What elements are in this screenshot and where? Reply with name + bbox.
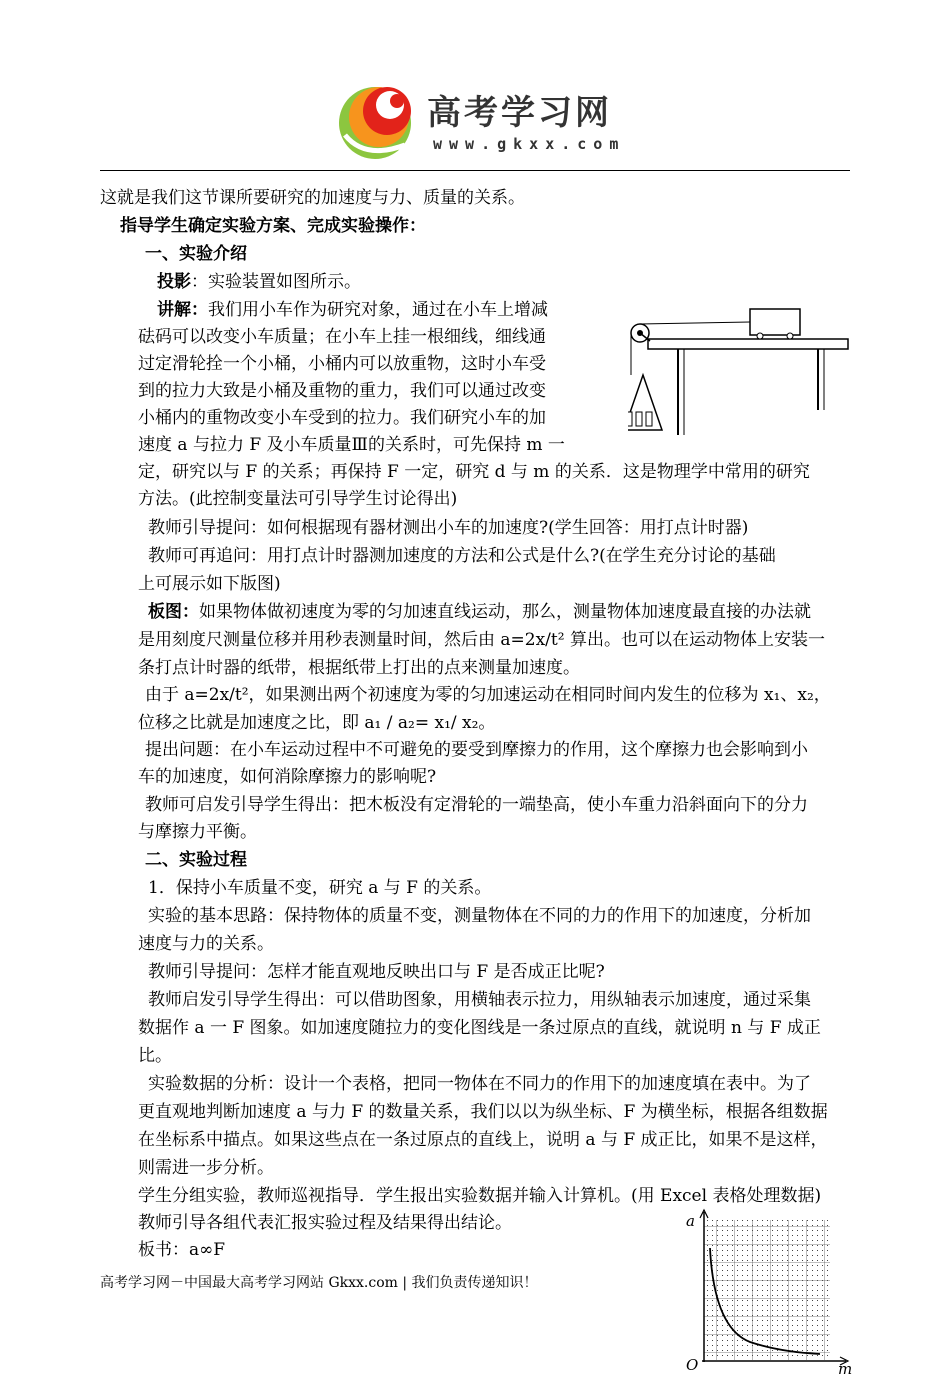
text-line: 更直观地判断加速度 a 与力 F 的数量关系，我们以以为纵坐标、F 为横坐标，根据各组数据 [138, 1102, 828, 1122]
text-line: 到的拉力大致是小桶及重物的重力，我们可以通过改变 [138, 381, 546, 401]
text-line: 小桶内的重物改变小车受到的拉力。我们研究小车的加 [138, 408, 546, 428]
text-line: 速度 a 与拉力 F 及小车质量Ⅲ的关系时，可先保持 m 一 [138, 435, 565, 455]
bucket [628, 375, 662, 430]
text-line: 过定滑轮拴一个小桶，小桶内可以放重物，这时小车受 [138, 354, 546, 374]
origin-label: O [686, 1356, 699, 1374]
string [640, 322, 750, 324]
cart [750, 309, 800, 335]
text-line: 板书：a∞F [138, 1240, 226, 1260]
section-heading: 指导学生确定实验方案、完成实验操作： [120, 216, 426, 236]
table-top [648, 339, 848, 349]
text-line: 教师启发引导学生得出：可以借助图象，用横轴表示拉力，用纵轴表示加速度，通过采集 [148, 990, 811, 1010]
text-line [148, 602, 811, 622]
label-bold: 板图： [148, 602, 199, 622]
text-span: ：实验装置如图所示。 [191, 272, 361, 292]
text-line: 砝码可以改变小车质量；在小车上挂一根细线，细线通 [138, 327, 546, 347]
y-axis-label: a [686, 1212, 695, 1230]
text-line: 教师引导提问：怎样才能直观地反映出口与 F 是否成正比呢? [148, 962, 605, 982]
text-line: 实验数据的分析：设计一个表格，把同一物体在不同力的作用下的加速度填在表中。为了 [148, 1074, 811, 1094]
text-line [157, 300, 548, 320]
logo-emblem-icon [335, 75, 425, 167]
text-line: 车的加速度，如何消除摩擦力的影响呢? [138, 767, 437, 787]
text-line: 教师可启发引导学生得出：把木板没有定滑轮的一端垫高，使小车重力沿斜面向下的分力 [145, 795, 808, 815]
text-line: 提出问题：在小车运动过程中不可避免的要受到摩擦力的作用，这个摩擦力也会影响到小 [145, 740, 808, 760]
text-line: 是用刻度尺测量位移并用秒表测量时间，然后由 a=2x/t² 算出。也可以在运动物体上安装一 [138, 630, 825, 650]
section-heading: 一、实验介绍 [145, 244, 247, 264]
text-line: 这就是我们这节课所要研究的加速度与力、质量的关系。 [100, 188, 525, 208]
label-bold: 讲解： [157, 300, 208, 320]
logo-url: www.gkxx.com [433, 135, 626, 153]
text-line: 条打点计时器的纸带，根据纸带上打出的点来测量加速度。 [138, 658, 580, 678]
apparatus-figure [628, 305, 853, 435]
logo-text: 高考学习网 [427, 93, 612, 133]
text-span: 如果物体做初速度为零的匀加速直线运动，那么，测量物体加速度最直接的办法就 [199, 602, 811, 622]
a-m-graph [680, 1208, 853, 1378]
text-line: 定，研究以与 F 的关系；再保持 F 一定，研究 d 与 m 的关系．这是物理学中常用的研究 [138, 462, 810, 482]
text-line: 学生分组实验，教师巡视指导．学生报出实验数据并输入计算机。(用 Excel 表格处理数据) [138, 1186, 822, 1206]
footer-text: 高考学习网－中国最大高考学习网站 Gkxx.com | 我们负责传递知识！ [100, 1275, 538, 1291]
text-line: 方法。(此控制变量法可引导学生讨论得出) [138, 489, 458, 509]
text-line: 则需进一步分析。 [138, 1158, 274, 1178]
text-line: 教师引导各组代表汇报实验过程及结果得出结论。 [138, 1213, 512, 1233]
x-axis-label: m [838, 1360, 853, 1378]
label-bold: 投影 [157, 272, 191, 292]
text-line: 由于 a=2x/t²，如果测出两个初速度为零的匀加速运动在相同时间内发生的位移为 x₁、x₂， [145, 685, 831, 705]
text-line: 在坐标系中描点。如果这些点在一条过原点的直线上，说明 a 与 F 成正比，如果不是这样， [138, 1130, 828, 1150]
text-line: 数据作 a 一 F 图象。如加速度随拉力的变化图线是一条过原点的直线，就说明 n 与 F 成正 [138, 1018, 821, 1038]
text-line: 教师可再追问：用打点计时器测加速度的方法和公式是什么?(在学生充分讨论的基础 [148, 546, 776, 566]
site-logo [335, 75, 625, 165]
text-span: 我们用小车作为研究对象，通过在小车上增减 [208, 300, 548, 320]
text-line: 1．保持小车质量不变，研究 a 与 F 的关系。 [148, 878, 492, 898]
text-line: 教师引导提问：如何根据现有器材测出小车的加速度?(学生回答：用打点计时器) [148, 518, 749, 538]
text-line: 位移之比就是加速度之比，即 a₁ / a₂= x₁/ x₂。 [138, 713, 496, 733]
text-line: 上可展示如下版图) [138, 574, 281, 594]
text-line: 比。 [138, 1046, 172, 1066]
section-heading: 二、实验过程 [145, 850, 247, 870]
text-line: 与摩擦力平衡。 [138, 822, 257, 842]
header-divider [100, 170, 850, 171]
graph-svg [680, 1208, 853, 1378]
text-line: 实验的基本思路：保持物体的质量不变，测量物体在不同的力的作用下的加速度，分析加 [148, 906, 811, 926]
text-line: 速度与力的关系。 [138, 934, 274, 954]
text-line [157, 272, 361, 292]
